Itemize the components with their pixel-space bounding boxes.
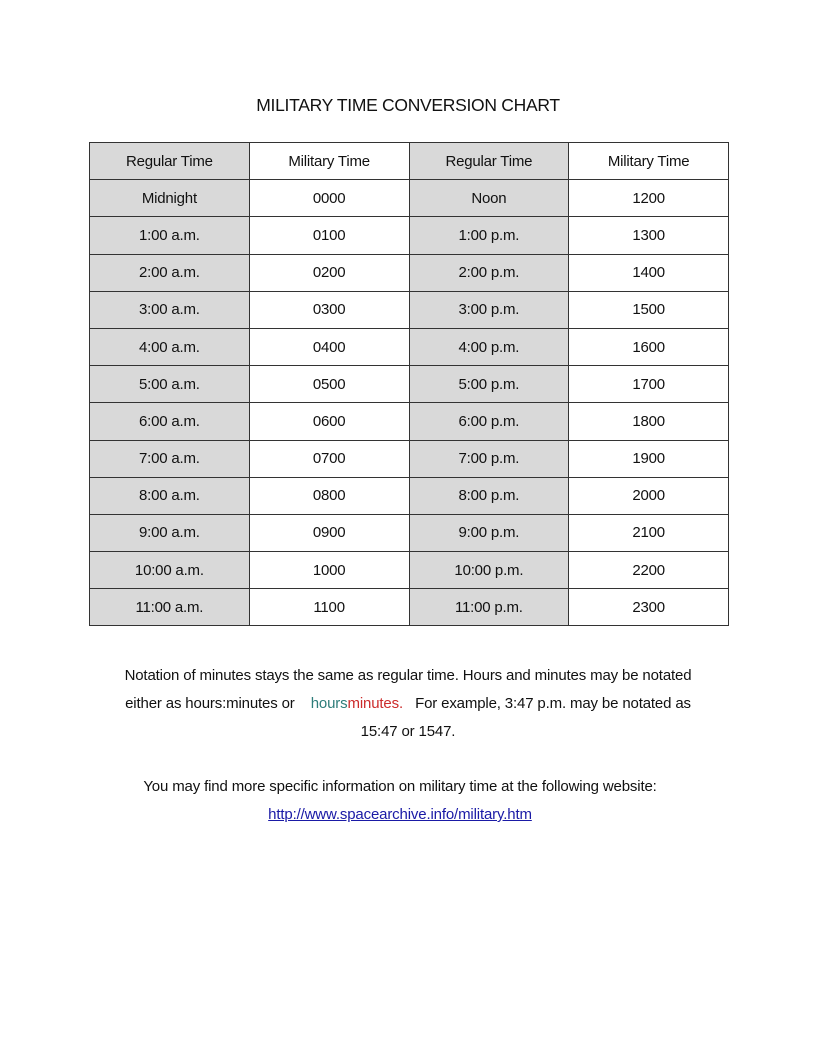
cell-military-pm: 1200 — [569, 180, 729, 217]
cell-military-am: 0200 — [249, 254, 409, 291]
cell-military-am: 0900 — [249, 514, 409, 551]
cell-military-pm: 2300 — [569, 589, 729, 626]
conversion-table — [89, 142, 729, 626]
table-row — [90, 589, 729, 626]
cell-military-pm: 2100 — [569, 514, 729, 551]
cell-regular-am: 3:00 a.m. — [90, 291, 250, 328]
cell-military-am: 0600 — [249, 403, 409, 440]
table-row — [90, 254, 729, 291]
notation-note — [88, 662, 728, 746]
cell-regular-pm: 7:00 p.m. — [409, 440, 569, 477]
cell-regular-pm: 5:00 p.m. — [409, 366, 569, 403]
more-info — [0, 773, 800, 829]
hours-word: hours — [310, 695, 348, 712]
conversion-table-body — [90, 143, 729, 626]
cell-military-am: 0000 — [249, 180, 409, 217]
table-row — [90, 514, 729, 551]
cell-regular-pm: 6:00 p.m. — [409, 403, 569, 440]
cell-regular-am: 4:00 a.m. — [90, 328, 250, 365]
note-line-2 — [88, 690, 728, 718]
more-info-text: You may find more specific information on military time at the following website: — [143, 778, 657, 795]
cell-regular-pm: 8:00 p.m. — [409, 477, 569, 514]
cell-military-pm: 1900 — [569, 440, 729, 477]
note-line-1: Notation of minutes stays the same as regular time. Hours and minutes may be notated — [124, 667, 692, 684]
header-military-time: Military Time — [569, 143, 729, 180]
cell-regular-am: 8:00 a.m. — [90, 477, 250, 514]
cell-military-pm: 1300 — [569, 217, 729, 254]
page-title: MILITARY TIME CONVERSION CHART — [256, 95, 560, 115]
cell-regular-pm: Noon — [409, 180, 569, 217]
cell-regular-am: 7:00 a.m. — [90, 440, 250, 477]
cell-military-am: 1100 — [249, 589, 409, 626]
cell-regular-pm: 1:00 p.m. — [409, 217, 569, 254]
table-row — [90, 440, 729, 477]
cell-regular-am: 6:00 a.m. — [90, 403, 250, 440]
cell-regular-am: 11:00 a.m. — [90, 589, 250, 626]
cell-military-pm: 1500 — [569, 291, 729, 328]
table-row — [90, 552, 729, 589]
cell-military-am: 0800 — [249, 477, 409, 514]
table-row — [90, 328, 729, 365]
cell-military-am: 1000 — [249, 552, 409, 589]
table-header-row — [90, 143, 729, 180]
table-row — [90, 217, 729, 254]
cell-military-am: 0100 — [249, 217, 409, 254]
cell-regular-am: 2:00 a.m. — [90, 254, 250, 291]
cell-regular-pm: 2:00 p.m. — [409, 254, 569, 291]
cell-military-pm: 1800 — [569, 403, 729, 440]
minutes-word: minutes. — [347, 695, 403, 712]
header-regular-time: Regular Time — [90, 143, 250, 180]
table-row — [90, 477, 729, 514]
table-row — [90, 180, 729, 217]
note-line-2-pre: either as hours:minutes or — [125, 695, 295, 712]
cell-military-am: 0300 — [249, 291, 409, 328]
cell-regular-pm: 4:00 p.m. — [409, 328, 569, 365]
note-line-3: 15:47 or 1547. — [360, 723, 456, 740]
header-regular-time: Regular Time — [409, 143, 569, 180]
cell-military-pm: 2000 — [569, 477, 729, 514]
cell-regular-am: 1:00 a.m. — [90, 217, 250, 254]
cell-regular-pm: 9:00 p.m. — [409, 514, 569, 551]
cell-regular-am: 9:00 a.m. — [90, 514, 250, 551]
cell-military-pm: 1600 — [569, 328, 729, 365]
cell-military-pm: 2200 — [569, 552, 729, 589]
cell-regular-am: 10:00 a.m. — [90, 552, 250, 589]
cell-regular-am: Midnight — [90, 180, 250, 217]
cell-regular-pm: 11:00 p.m. — [409, 589, 569, 626]
note-line-2-post: For example, 3:47 p.m. may be notated as — [415, 695, 691, 712]
header-military-time: Military Time — [249, 143, 409, 180]
cell-regular-pm: 10:00 p.m. — [409, 552, 569, 589]
cell-military-pm: 1700 — [569, 366, 729, 403]
cell-military-am: 0500 — [249, 366, 409, 403]
table-row — [90, 366, 729, 403]
table-row — [90, 403, 729, 440]
cell-regular-am: 5:00 a.m. — [90, 366, 250, 403]
cell-military-am: 0700 — [249, 440, 409, 477]
cell-military-am: 0400 — [249, 328, 409, 365]
cell-military-pm: 1400 — [569, 254, 729, 291]
website-link[interactable]: http://www.spacearchive.info/military.htm — [268, 806, 532, 823]
table-row — [90, 291, 729, 328]
cell-regular-pm: 3:00 p.m. — [409, 291, 569, 328]
